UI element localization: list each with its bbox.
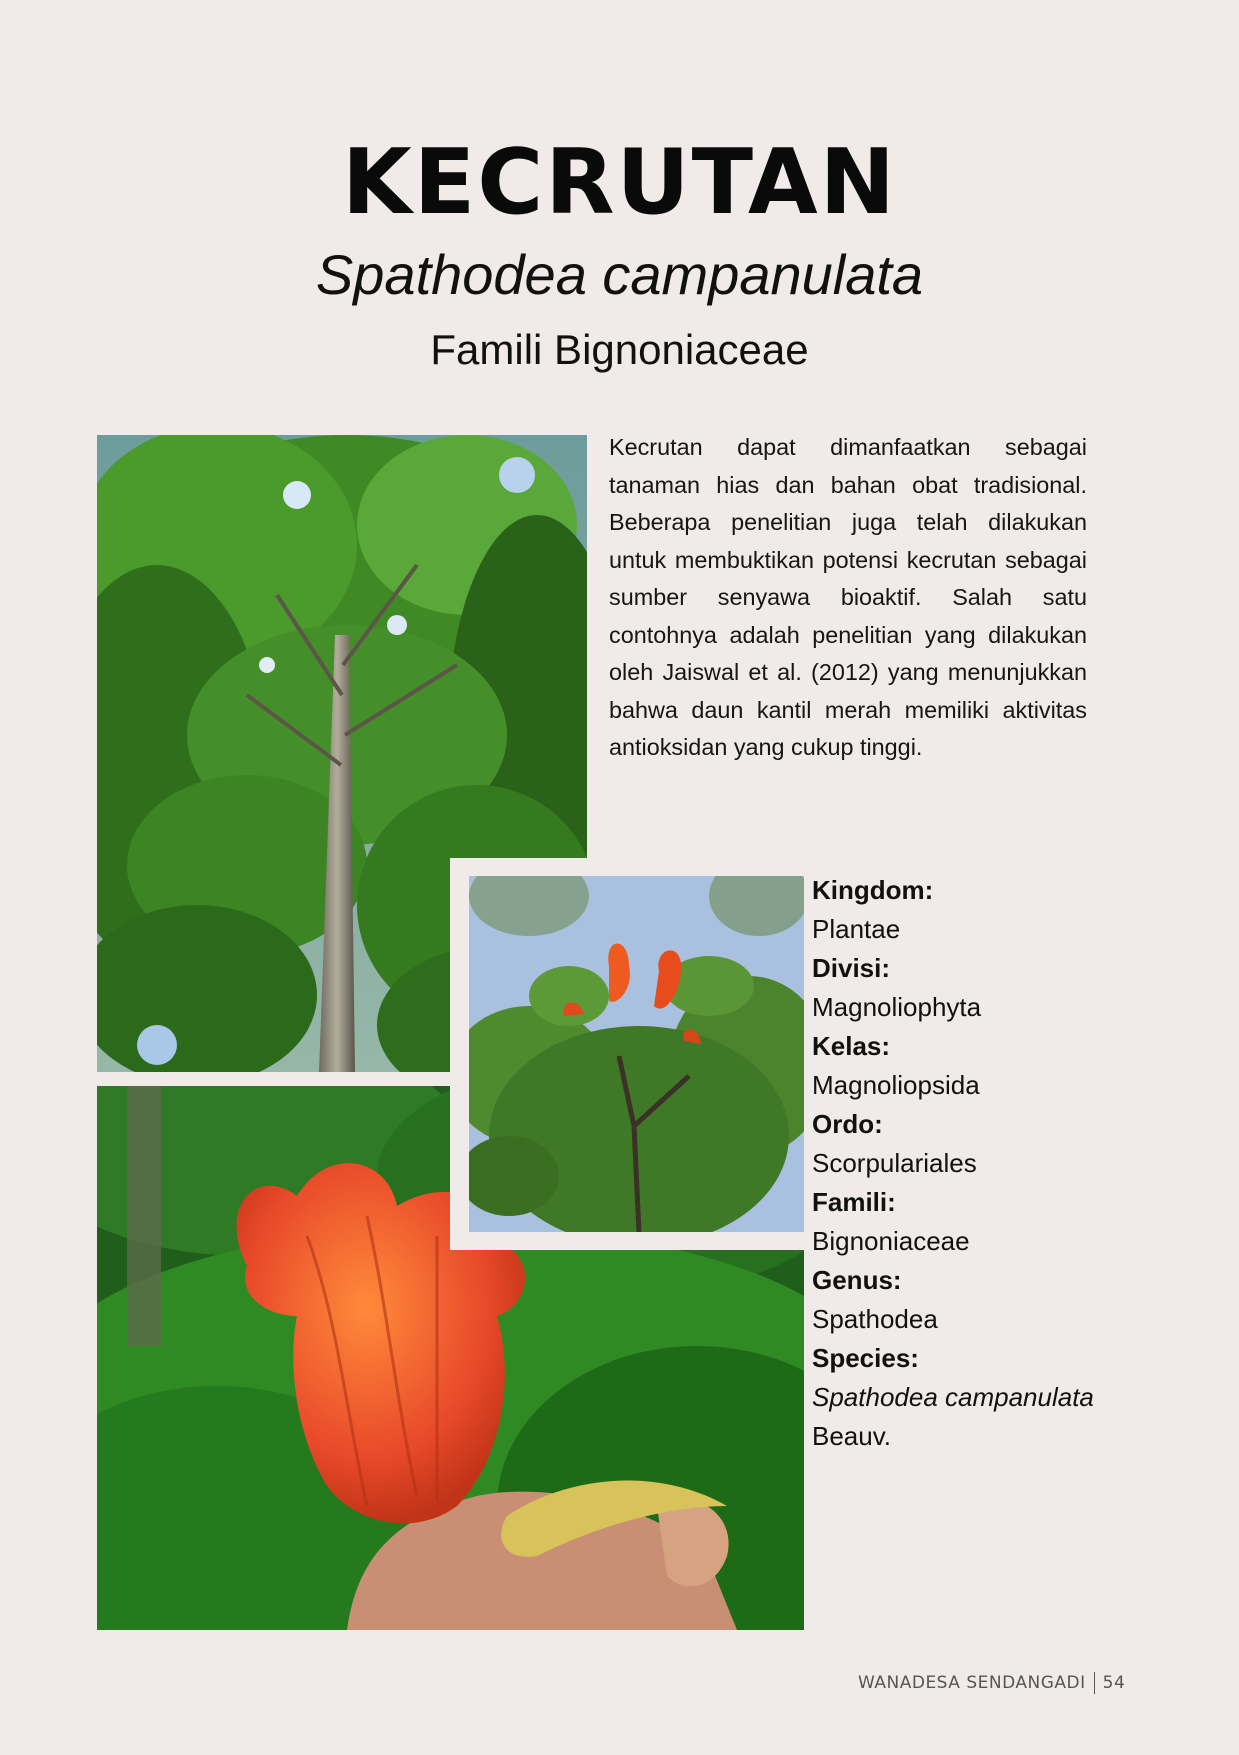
scientific-name: Spathodea campanulata [315, 243, 924, 306]
taxonomy-value: Magnoliophyta [812, 992, 982, 1022]
species-author: Beauv. [812, 1421, 892, 1451]
family-subtitle: Famili Bignoniaceae [430, 326, 809, 373]
taxonomy-label: Kelas: [812, 1031, 891, 1061]
taxonomy-list [812, 871, 1112, 1456]
taxonomy-label: Kingdom: [812, 875, 934, 905]
publication-name: WANADESA SENDANGADI [858, 1673, 1086, 1693]
page-footer [858, 1671, 1125, 1695]
taxonomy-label: Famili: [812, 1187, 896, 1217]
flowers-on-branch-photo [469, 876, 804, 1232]
taxonomy-label: Divisi: [812, 953, 891, 983]
taxonomy-label: Ordo: [812, 1109, 883, 1139]
page-title: KECRUTAN [341, 130, 898, 235]
taxonomy-value: Plantae [812, 914, 901, 944]
taxonomy-label: Genus: [812, 1265, 902, 1295]
footer-divider [1094, 1672, 1095, 1694]
taxonomy-value: Magnoliopsida [812, 1070, 980, 1100]
taxonomy-label: Species: [812, 1343, 919, 1373]
description-paragraph: Kecrutan dapat dimanfaatkan sebagai tanaman hias dan bahan obat tradisional. Beberapa penelitian juga telah dilakukan untuk membuktikan potensi kecrutan sebagai sumber senyawa bioaktif. Salah satu contohnya adalah penelitian yang dilakukan oleh Jaiswal et al. (2012) yang menunjukkan bahwa daun kantil merah memiliki aktivitas antioksidan yang cukup tinggi. [609, 434, 1087, 760]
page-number: 54 [1102, 1673, 1126, 1693]
taxonomy-value: Bignoniaceae [812, 1226, 970, 1256]
species-binomial: Spathodea campanulata [812, 1382, 1094, 1412]
taxonomy-value-species [812, 1378, 1112, 1456]
taxonomy-value: Spathodea [812, 1304, 938, 1334]
taxonomy-value: Scorpulariales [812, 1148, 977, 1178]
